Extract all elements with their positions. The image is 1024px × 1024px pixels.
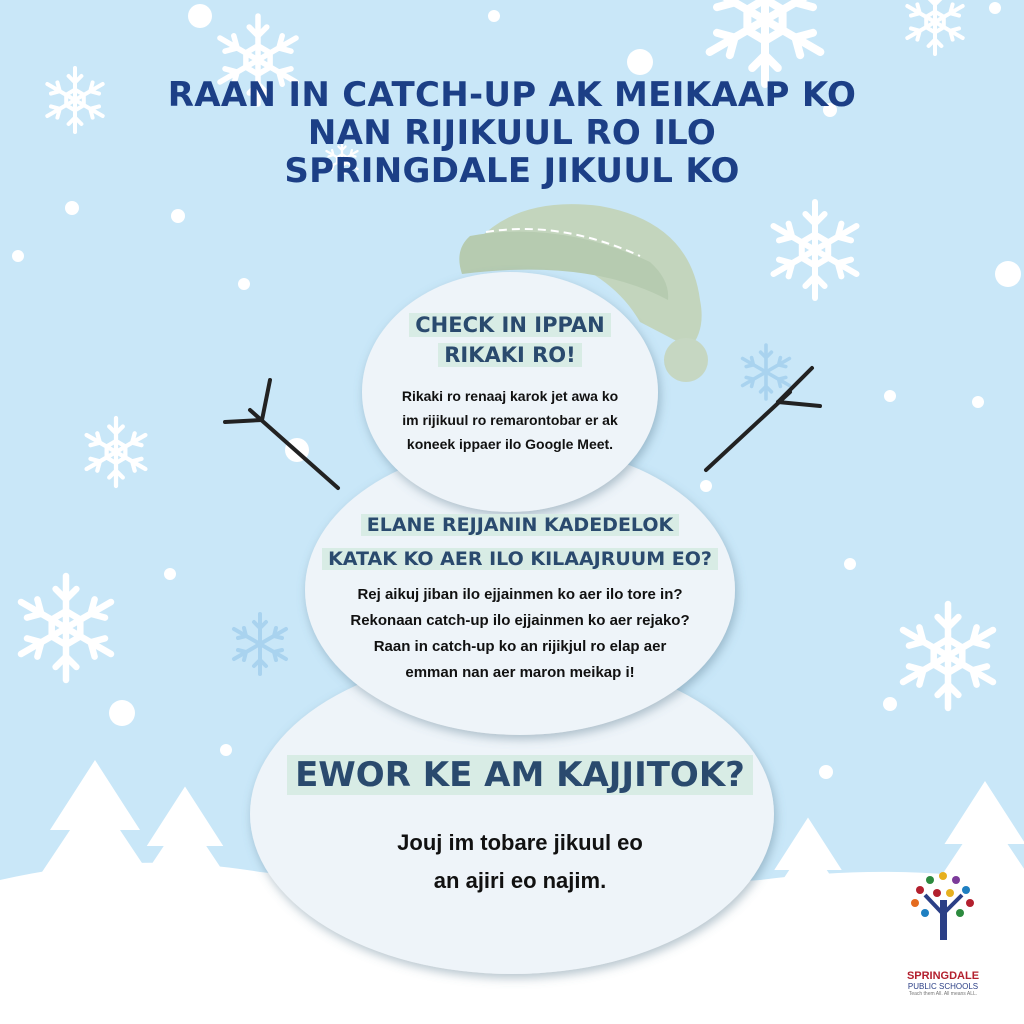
head-body-line: im rijikuul ro remarontobar er ak	[402, 412, 618, 428]
title-line: RAAN IN CATCH-UP AK MEIKAAP KO	[167, 75, 857, 115]
middle-body-line: Rej aikuj jiban ilo ejjainmen ko aer ilo tore in?	[357, 586, 683, 603]
middle-heading	[320, 508, 720, 576]
page-title	[140, 76, 884, 190]
bottom-body-line: Jouj im tobare jikuul eo	[397, 830, 643, 855]
logo-name: SPRINGDALE	[906, 970, 980, 982]
logo-subtitle: PUBLIC SCHOOLS	[907, 982, 979, 991]
title-line: SPRINGDALE JIKUUL KO	[284, 151, 740, 191]
head-heading-line: RIKAKI RO!	[438, 343, 582, 367]
head-body-line: Rikaki ro renaaj karok jet awa ko	[401, 388, 619, 404]
bottom-body-line: an ajiri eo najim.	[433, 868, 607, 893]
head-heading	[390, 310, 630, 370]
bottom-body	[320, 824, 720, 900]
middle-heading-line: KATAK KO AER ILO KILAAJRUUM EO?	[322, 548, 718, 570]
bottom-heading-text: EWOR KE AM KAJJITOK?	[287, 755, 753, 795]
middle-body-line: Rekonaan catch-up ilo ejjainmen ko aer rejako?	[350, 612, 690, 629]
head-heading-line: CHECK IN IPPAN	[409, 313, 611, 337]
middle-body-line: emman nan aer maron meikap i!	[405, 664, 635, 681]
title-line: NAN RIJIKUUL RO ILO	[307, 113, 717, 153]
middle-heading-line: ELANE REJJANIN KADEDELOK	[361, 514, 679, 536]
head-body-line: koneek ippaer ilo Google Meet.	[406, 436, 614, 452]
bottom-heading	[260, 748, 780, 802]
head-body	[370, 384, 650, 456]
logo-tagline: Teach them All. All means ALL.	[908, 991, 978, 997]
middle-body	[300, 582, 740, 686]
springdale-logo	[898, 970, 988, 998]
middle-body-line: Raan in catch-up ko an rijikjul ro elap aer	[373, 638, 667, 655]
